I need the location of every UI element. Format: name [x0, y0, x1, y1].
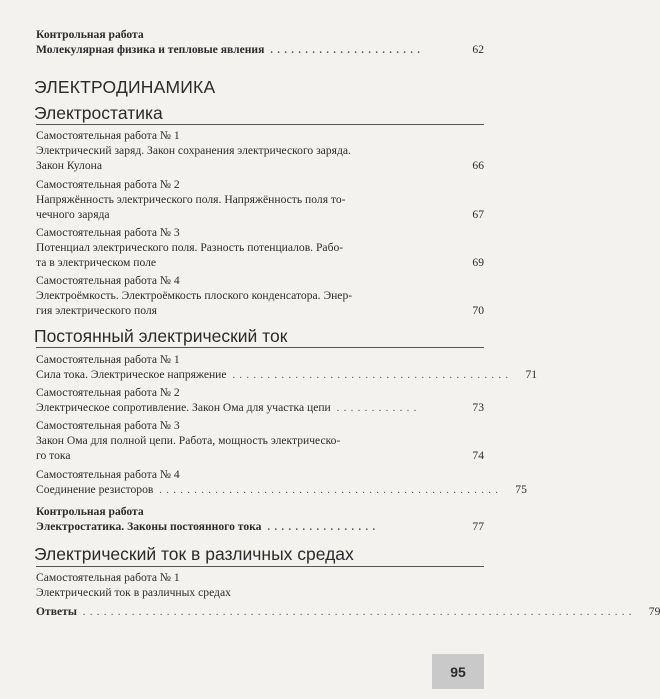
dot-leader: . . . . . . . . . . . . . . . . — [267, 522, 376, 534]
entry-title: Соединение резисторов — [36, 483, 154, 497]
entry-label: Самостоятельная работа № 2 — [36, 386, 180, 399]
subsection-title-media: Электрический ток в различных средах — [34, 544, 354, 564]
toc-entry[interactable] — [36, 570, 484, 600]
divider — [36, 124, 484, 125]
entry-title-cont: Закон Кулона — [36, 159, 102, 173]
toc-entry-control-molecular[interactable] — [36, 27, 484, 58]
divider — [36, 566, 484, 567]
page-number: 66 — [472, 159, 484, 173]
page-number: 67 — [472, 208, 484, 222]
entry-title: Ответы — [36, 605, 77, 618]
dot-leader: . . . . . . . . . . . . . . . . . . . . . . — [270, 45, 421, 57]
section-title: ЭЛЕКТРОДИНАМИКА — [34, 77, 216, 97]
page-number: 77 — [472, 520, 484, 534]
toc-entry[interactable] — [36, 177, 484, 223]
entry-title: Электроёмкость. Электроёмкость плоского конденсатора. Энер- — [36, 289, 353, 303]
entry-title: Закон Ома для полной цепи. Работа, мощность электрическо- — [36, 434, 341, 448]
entry-label: Самостоятельная работа № 1 — [36, 129, 180, 142]
page-number: 70 — [472, 304, 484, 318]
page-number: 73 — [472, 401, 484, 415]
dot-leader: . . . . . . . . . . . . . . . . . . . . . . . . . . . . . . . . . . . . . . . . . . . . . . . . . — [159, 485, 499, 497]
entry-label: Самостоятельная работа № 4 — [36, 468, 180, 481]
entry-title: Напряжённость электрического поля. Напряжённость поля то- — [36, 193, 346, 207]
entry-title-cont: го тока — [36, 449, 71, 463]
toc-entry[interactable] — [36, 467, 527, 498]
entry-title: Молекулярная физика и тепловые явления — [36, 43, 265, 57]
page-number: 79 — [648, 605, 660, 618]
subsection-title-electrostatics: Электростатика — [34, 103, 163, 123]
entry-title: Электрический заряд. Закон сохранения электрического заряда. — [36, 144, 351, 158]
entry-label: Самостоятельная работа № 1 — [36, 571, 180, 584]
page-number: 62 — [472, 43, 484, 57]
entry-label: Самостоятельная работа № 1 — [36, 353, 180, 366]
entry-title-cont: гия электрического поля — [36, 304, 157, 318]
toc-entry[interactable] — [36, 385, 484, 416]
page-number: 69 — [472, 256, 484, 270]
entry-title: Электростатика. Законы постоянного тока — [36, 520, 262, 534]
toc-entry[interactable] — [36, 128, 484, 174]
entry-title: Электрический ток в различных средах — [36, 586, 231, 600]
entry-label: Контрольная работа — [36, 505, 144, 518]
entry-title-cont: чечного заряда — [36, 208, 110, 222]
page-number: 71 — [525, 368, 538, 382]
toc-entry[interactable] — [36, 273, 484, 319]
entry-label: Контрольная работа — [36, 28, 144, 41]
entry-title: Потенциал электрического поля. Разность потенциалов. Рабо- — [36, 241, 344, 255]
divider — [36, 347, 484, 348]
dot-leader: . . . . . . . . . . . . — [336, 403, 418, 415]
toc-entry-control-dc[interactable] — [36, 504, 484, 535]
entry-title-cont: та в электрическом поле — [36, 256, 157, 270]
dot-leader: . . . . . . . . . . . . . . . . . . . . . . . . . . . . . . . . . . . . . . . . — [232, 370, 510, 382]
entry-label: Самостоятельная работа № 3 — [36, 226, 180, 239]
entry-label: Самостоятельная работа № 3 — [36, 419, 180, 432]
page-number-badge: 95 — [432, 654, 484, 689]
dot-leader: . . . . . . . . . . . . . . . . . . . . . . . . . . . . . . . . . . . . . . . . . . . . . . . . . . . . . . . . . . . . . . . . . . . . . . . . . . . . . . . — [82, 607, 633, 618]
page-number: 75 — [515, 483, 527, 497]
entry-label: Самостоятельная работа № 2 — [36, 178, 180, 191]
entry-label: Самостоятельная работа № 4 — [36, 274, 180, 287]
subsection-title-dc: Постоянный электрический ток — [34, 326, 288, 346]
entry-title: Электрическое сопротивление. Закон Ома для участка цепи — [36, 401, 331, 415]
page-number: 74 — [472, 449, 484, 463]
toc-entry-answers[interactable] — [36, 604, 660, 620]
entry-title: Сила тока. Электрическое напряжение — [36, 368, 227, 382]
toc-entry[interactable] — [36, 225, 484, 271]
toc-entry[interactable] — [36, 352, 538, 383]
toc-entry[interactable] — [36, 418, 484, 464]
